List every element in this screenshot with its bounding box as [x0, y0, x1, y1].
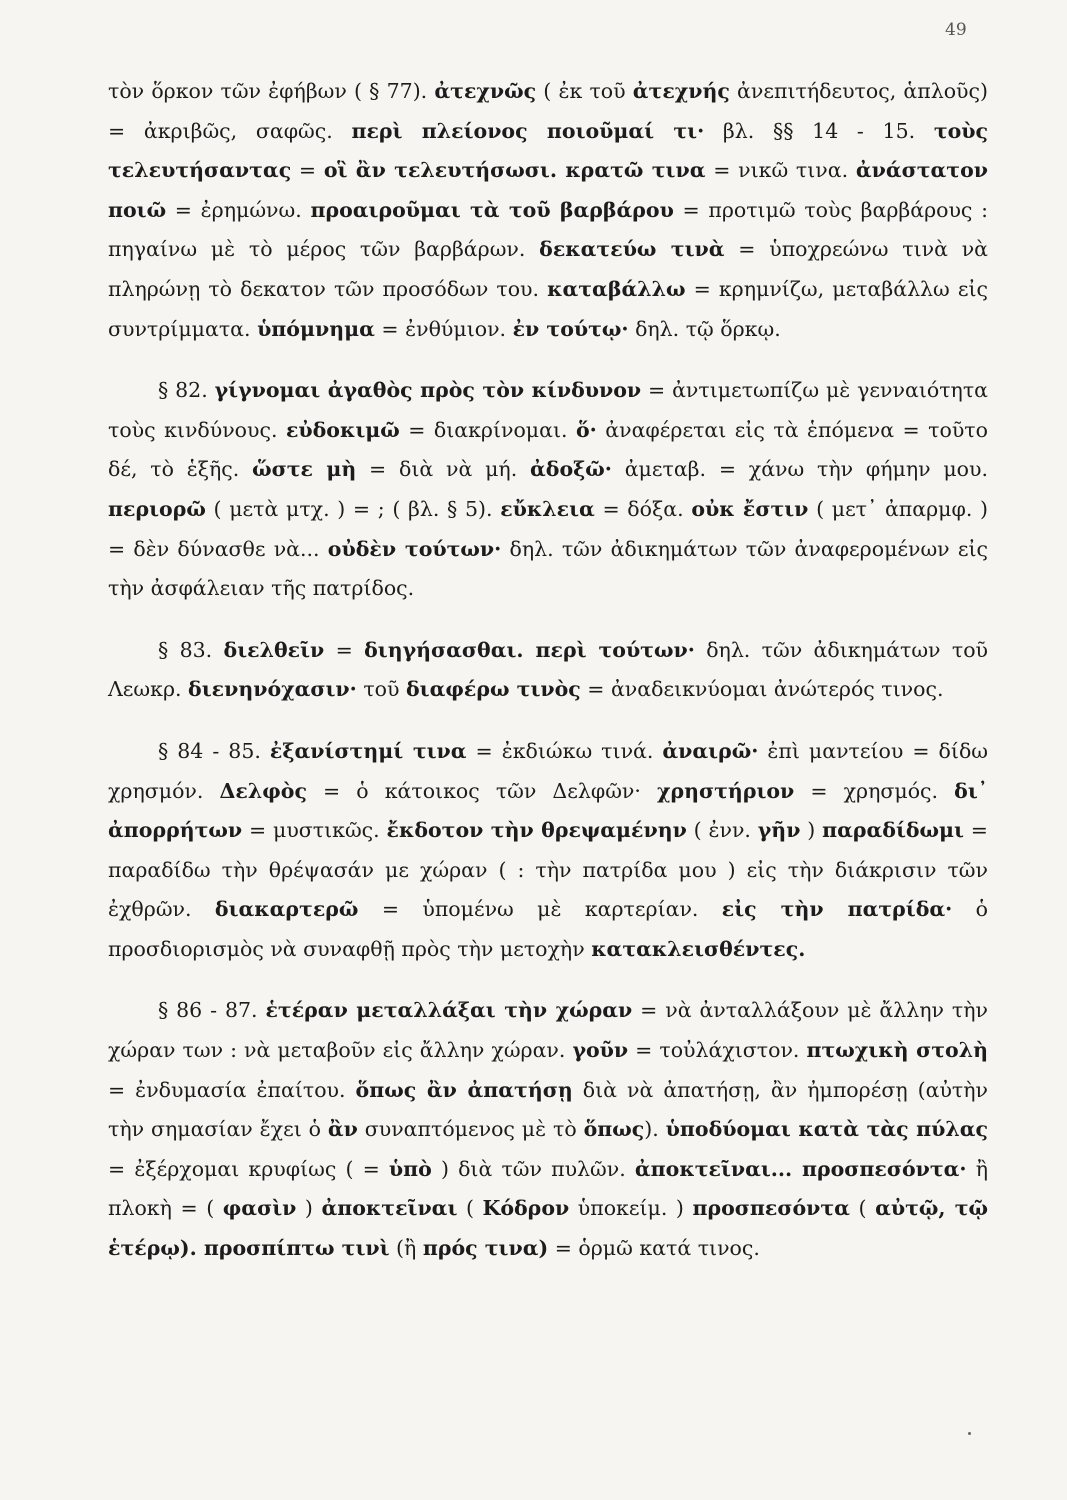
gloss-text: = τοὐλάχιστον.: [628, 1038, 807, 1063]
gloss-text: ἀνεπιτήδευτος, ἁπλοῦς) = ἀκριβῶς, σαφῶς.: [108, 79, 988, 143]
gloss-text: = ἐνδυμασία ἐπαίτου.: [108, 1077, 356, 1102]
gloss-text: διὰ νὰ ἀπατήσῃ, ἂν ἠμπορέσῃ (αὐτὴν τὴν σημασίαν ἔχει ὁ: [108, 1077, 988, 1142]
headword: ὑποδύομαι κατὰ τὰς πύλας: [665, 1117, 988, 1142]
headword: ἔκδοτον τὴν θρεψαμένην: [386, 818, 687, 843]
headword: Κόδρον: [482, 1196, 570, 1221]
headword: γίγνομαι ἀγαθὸς πρὸς τὸν κίνδυνον: [214, 378, 642, 403]
headword: ἐν τούτῳ·: [512, 316, 629, 341]
headword: φασὶν: [222, 1196, 297, 1221]
headword: γῆν: [757, 818, 801, 843]
gloss-text: ἐπὶ μαντείου = δίδω χρησμόν.: [108, 738, 989, 803]
gloss-text: ἀμεταβ. = χάνω τὴν φήμην μου.: [611, 457, 988, 482]
headword: ἀτεχνής: [632, 79, 730, 103]
page-number: 49: [945, 20, 967, 40]
gloss-text: = ἐκδιώκω τινά.: [466, 738, 663, 763]
headword: ἑτέραν μεταλλάξαι τὴν χώραν: [265, 998, 633, 1023]
headword: διακαρτερῶ: [214, 897, 359, 922]
gloss-text: βλ. §§ 14 - 15.: [704, 118, 934, 143]
gloss-text: = δόξα.: [594, 496, 692, 521]
gloss-text: συναπτόμενος μὲ τὸ: [357, 1117, 584, 1142]
commentary-text: [108, 72, 988, 1269]
headword: ἀποκτεῖναι... προσπεσόντα·: [634, 1156, 967, 1181]
headword: Δελφὸς: [219, 778, 307, 803]
gloss-text: ( μετὰ μτχ. ) = ; ( βλ. § 5).: [205, 496, 501, 521]
gloss-text: ).: [644, 1117, 666, 1142]
gloss-text: = νικῶ τινα.: [705, 158, 856, 183]
gloss-text: = νὰ ἀνταλλάξουν μὲ ἄλλην τὴν χώραν των : νὰ μεταβοῦν εἰς ἄλλην χώραν.: [108, 998, 988, 1063]
gloss-text: ( μετ᾽ ἀπαρμφ. ) = δὲν δύνασθε νὰ...: [108, 496, 989, 561]
paragraph-section-82: [108, 371, 988, 609]
headword: ἂν: [327, 1117, 358, 1142]
gloss-text: = διὰ νὰ μή.: [356, 457, 530, 482]
paragraph-section-86-87: [108, 991, 988, 1268]
headword: ὥστε μὴ: [252, 457, 357, 482]
gloss-text: = κρημνίζω, μεταβάλλω εἰς συντρίμματα.: [108, 276, 988, 341]
gloss-text: = ἐρημώνω.: [166, 197, 311, 222]
headword: παραδίδωμι: [822, 818, 964, 843]
gloss-text: ἢ πλοκὴ = (: [108, 1156, 988, 1221]
gloss-text: § 82.: [158, 378, 215, 403]
gloss-text: = ἐξέρχομαι κρυφίως ( =: [108, 1156, 389, 1181]
headword: ὅπως: [583, 1117, 645, 1142]
gloss-text: ): [800, 818, 823, 843]
gloss-text: τὸν ὅρκον τῶν ἐφήβων ( § 77).: [108, 79, 435, 103]
gloss-text: ( ἐνν.: [686, 818, 758, 843]
headword: χρηστήριον: [656, 778, 795, 803]
headword: ἀδοξῶ·: [530, 457, 612, 482]
scan-speck: [968, 1432, 971, 1435]
gloss-text: = διακρίνομαι.: [399, 417, 576, 442]
gloss-text: δηλ. τῷ ὅρκῳ.: [628, 316, 781, 341]
gloss-text: § 86 - 87.: [158, 998, 266, 1023]
gloss-text: (ἢ: [389, 1236, 423, 1261]
headword: εἰς τὴν πατρίδα·: [721, 897, 953, 922]
gloss-text: =: [324, 637, 365, 662]
headword: κατακλεισθέντες.: [591, 936, 806, 961]
headword: οὐκ ἔστιν: [691, 496, 809, 521]
gloss-text: = παραδίδω τὴν θρέψασάν με χώραν ( : τὴν πατρίδα μου ) εἰς τὴν διάκρισιν τῶν ἐχθρῶν.: [108, 818, 988, 922]
gloss-text: δηλ. τῶν ἀδικημάτων τοῦ Λεωκρ.: [108, 637, 989, 702]
gloss-text: = χρησμός.: [794, 778, 955, 803]
headword: ὅ·: [576, 417, 597, 442]
headword: ἀνάστατον ποιῶ: [108, 158, 988, 222]
gloss-text: δηλ. τῶν ἀδικημάτων τῶν ἀναφερομένων εἰς τὴν ἀσφάλειαν τῆς πατρίδος.: [108, 536, 989, 601]
headword: ὅπως ἂν ἀπατήσῃ: [355, 1077, 573, 1102]
gloss-text: = προτιμῶ τοὺς βαρβάρους : πηγαίνω μὲ τὸ μέρος τῶν βαρβάρων.: [108, 197, 988, 262]
gloss-text: =: [291, 158, 324, 183]
headword: δι᾽ ἀπορρήτων: [108, 778, 988, 843]
gloss-text: τοῦ: [356, 677, 406, 702]
headword: διενηνόχασιν·: [188, 677, 357, 702]
gloss-text: ( ἐκ τοῦ: [536, 79, 633, 103]
headword: ἀτεχνῶς: [434, 79, 537, 103]
headword: πρός τινα): [422, 1236, 549, 1261]
headword: περὶ πλείονος ποιοῦμαί τι·: [351, 118, 705, 143]
headword: διαφέρω τινὸς: [405, 677, 581, 702]
headword: πτωχικὴ στολὴ: [806, 1038, 988, 1063]
headword: ἀποκτεῖναι: [321, 1196, 458, 1221]
gloss-text: § 84 - 85.: [158, 738, 270, 763]
headword: εὔκλεια: [500, 496, 595, 521]
headword: ὑπὸ: [388, 1156, 432, 1181]
paragraph-section-83: [108, 631, 988, 710]
headword: τοὺς τελευτήσαντας: [108, 118, 989, 183]
headword: διηγήσασθαι. περὶ τούτων·: [364, 637, 695, 662]
gloss-text: = ἐνθύμιον.: [374, 316, 513, 341]
headword: διελθεῖν: [223, 637, 325, 662]
gloss-text: (: [457, 1196, 483, 1221]
headword: δεκατεύω τινὰ: [539, 237, 725, 262]
headword: ὑπόμνημα: [257, 316, 375, 341]
gloss-text: = ὁ κάτοικος τῶν Δελφῶν·: [306, 778, 657, 803]
gloss-text: = ὑποχρεώνω τινὰ νὰ πληρώνῃ τὸ δεκατον τῶν προσόδων του.: [108, 237, 989, 301]
headword: ἐξανίστημί τινα: [269, 738, 467, 763]
gloss-text: ὁ προσδιορισμὸς νὰ συναφθῇ πρὸς τὴν μετοχὴν: [108, 897, 988, 961]
headword: οὐδὲν τούτων·: [327, 536, 502, 561]
headword: ἀναιρῶ·: [662, 738, 759, 763]
headword: περιορῶ: [108, 496, 206, 521]
paragraph-section-77: [108, 72, 988, 349]
gloss-text: ἀναφέρεται εἰς τὰ ἑπόμενα = τοῦτο δέ, τὸ ἑξῆς.: [108, 417, 988, 482]
paragraph-section-84-85: [108, 732, 988, 970]
gloss-text: = μυστικῶς.: [242, 818, 387, 843]
gloss-text: ὑποκείμ. ): [569, 1196, 693, 1221]
gloss-text: § 83.: [158, 637, 224, 662]
gloss-text: = ὁρμῶ κατά τινος.: [548, 1236, 760, 1261]
gloss-text: = ὑπομένω μὲ καρτερίαν.: [358, 897, 722, 922]
headword: γοῦν: [572, 1038, 629, 1063]
headword: οἳ ἂν τελευτήσωσι. κρατῶ τινα: [323, 158, 706, 183]
headword: προαιροῦμαι τὰ τοῦ βαρβάρου: [310, 197, 674, 222]
gloss-text: ) διὰ τῶν πυλῶν.: [431, 1156, 635, 1181]
gloss-text: = ἀναδεικνύομαι ἀνώτερός τινος.: [580, 677, 944, 702]
headword: αὐτῷ, τῷ ἑτέρῳ). προσπίπτω τινὶ: [108, 1196, 989, 1261]
headword: προσπεσόντα: [692, 1196, 850, 1221]
gloss-text: = ἀντιμετωπίζω μὲ γενναιότητα τοὺς κινδύνους.: [108, 378, 989, 442]
gloss-text: (: [849, 1196, 876, 1221]
gloss-text: ): [296, 1196, 322, 1221]
headword: εὐδοκιμῶ: [285, 417, 400, 442]
headword: καταβάλλω: [547, 276, 686, 301]
